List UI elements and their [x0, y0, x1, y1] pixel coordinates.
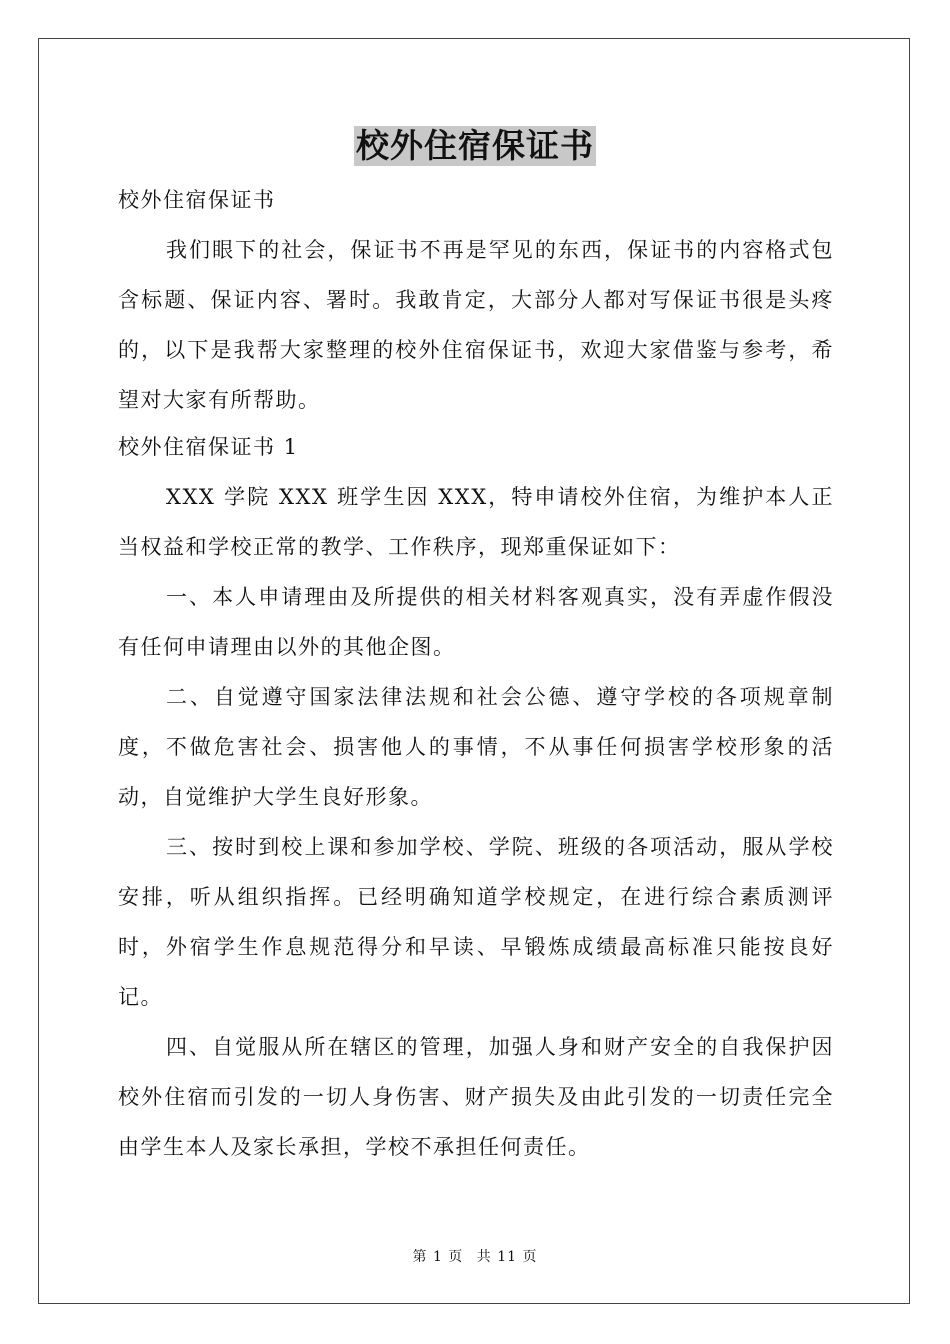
body-paragraph: 二、自觉遵守国家法律法规和社会公德、遵守学校的各项规章制度，不做危害社会、损害他人的事情，不从事任何损害学校形象的活动，自觉维护大学生良好形象。: [118, 685, 834, 809]
page-total: 共 11 页: [476, 1249, 538, 1265]
intro-paragraph: 我们眼下的社会，保证书不再是罕见的东西，保证书的内容格式包含标题、保证内容、署时。我敢肯定，大部分人都对写保证书很是头疼的，以下是我帮大家整理的校外住宿保证书，欢迎大家借鉴与参考，希望对大家有所帮助。: [118, 238, 834, 412]
document-body: [118, 178, 834, 1172]
page-number: 第 1 页: [412, 1249, 464, 1265]
body-paragraph: 四、自觉服从所在辖区的管理，加强人身和财产安全的自我保护因校外住宿而引发的一切人身伤害、财产损失及由此引发的一切责任完全由学生本人及家长承担，学校不承担任何责任。: [118, 1035, 834, 1159]
subtitle: 校外住宿保证书: [118, 188, 276, 212]
body-paragraph: XXX 学院 XXX 班学生因 XXX，特申请校外住宿，为维护本人正当权益和学校正常的教学、工作秩序，现郑重保证如下：: [118, 485, 834, 559]
page-footer: [0, 1246, 950, 1266]
body-paragraph: 一、本人申请理由及所提供的相关材料客观真实，没有弄虚作假没有任何申请理由以外的其他企图。: [118, 585, 834, 659]
document-title: 校外住宿保证书: [356, 126, 594, 165]
section-heading: 校外住宿保证书 1: [118, 435, 299, 459]
title-container: [0, 126, 950, 166]
body-paragraph: 三、按时到校上课和参加学校、学院、班级的各项活动，服从学校安排，听从组织指挥。已经明确知道学校规定，在进行综合素质测评时，外宿学生作息规范得分和早读、早锻炼成绩最高标准只能按良好记。: [118, 835, 834, 1009]
